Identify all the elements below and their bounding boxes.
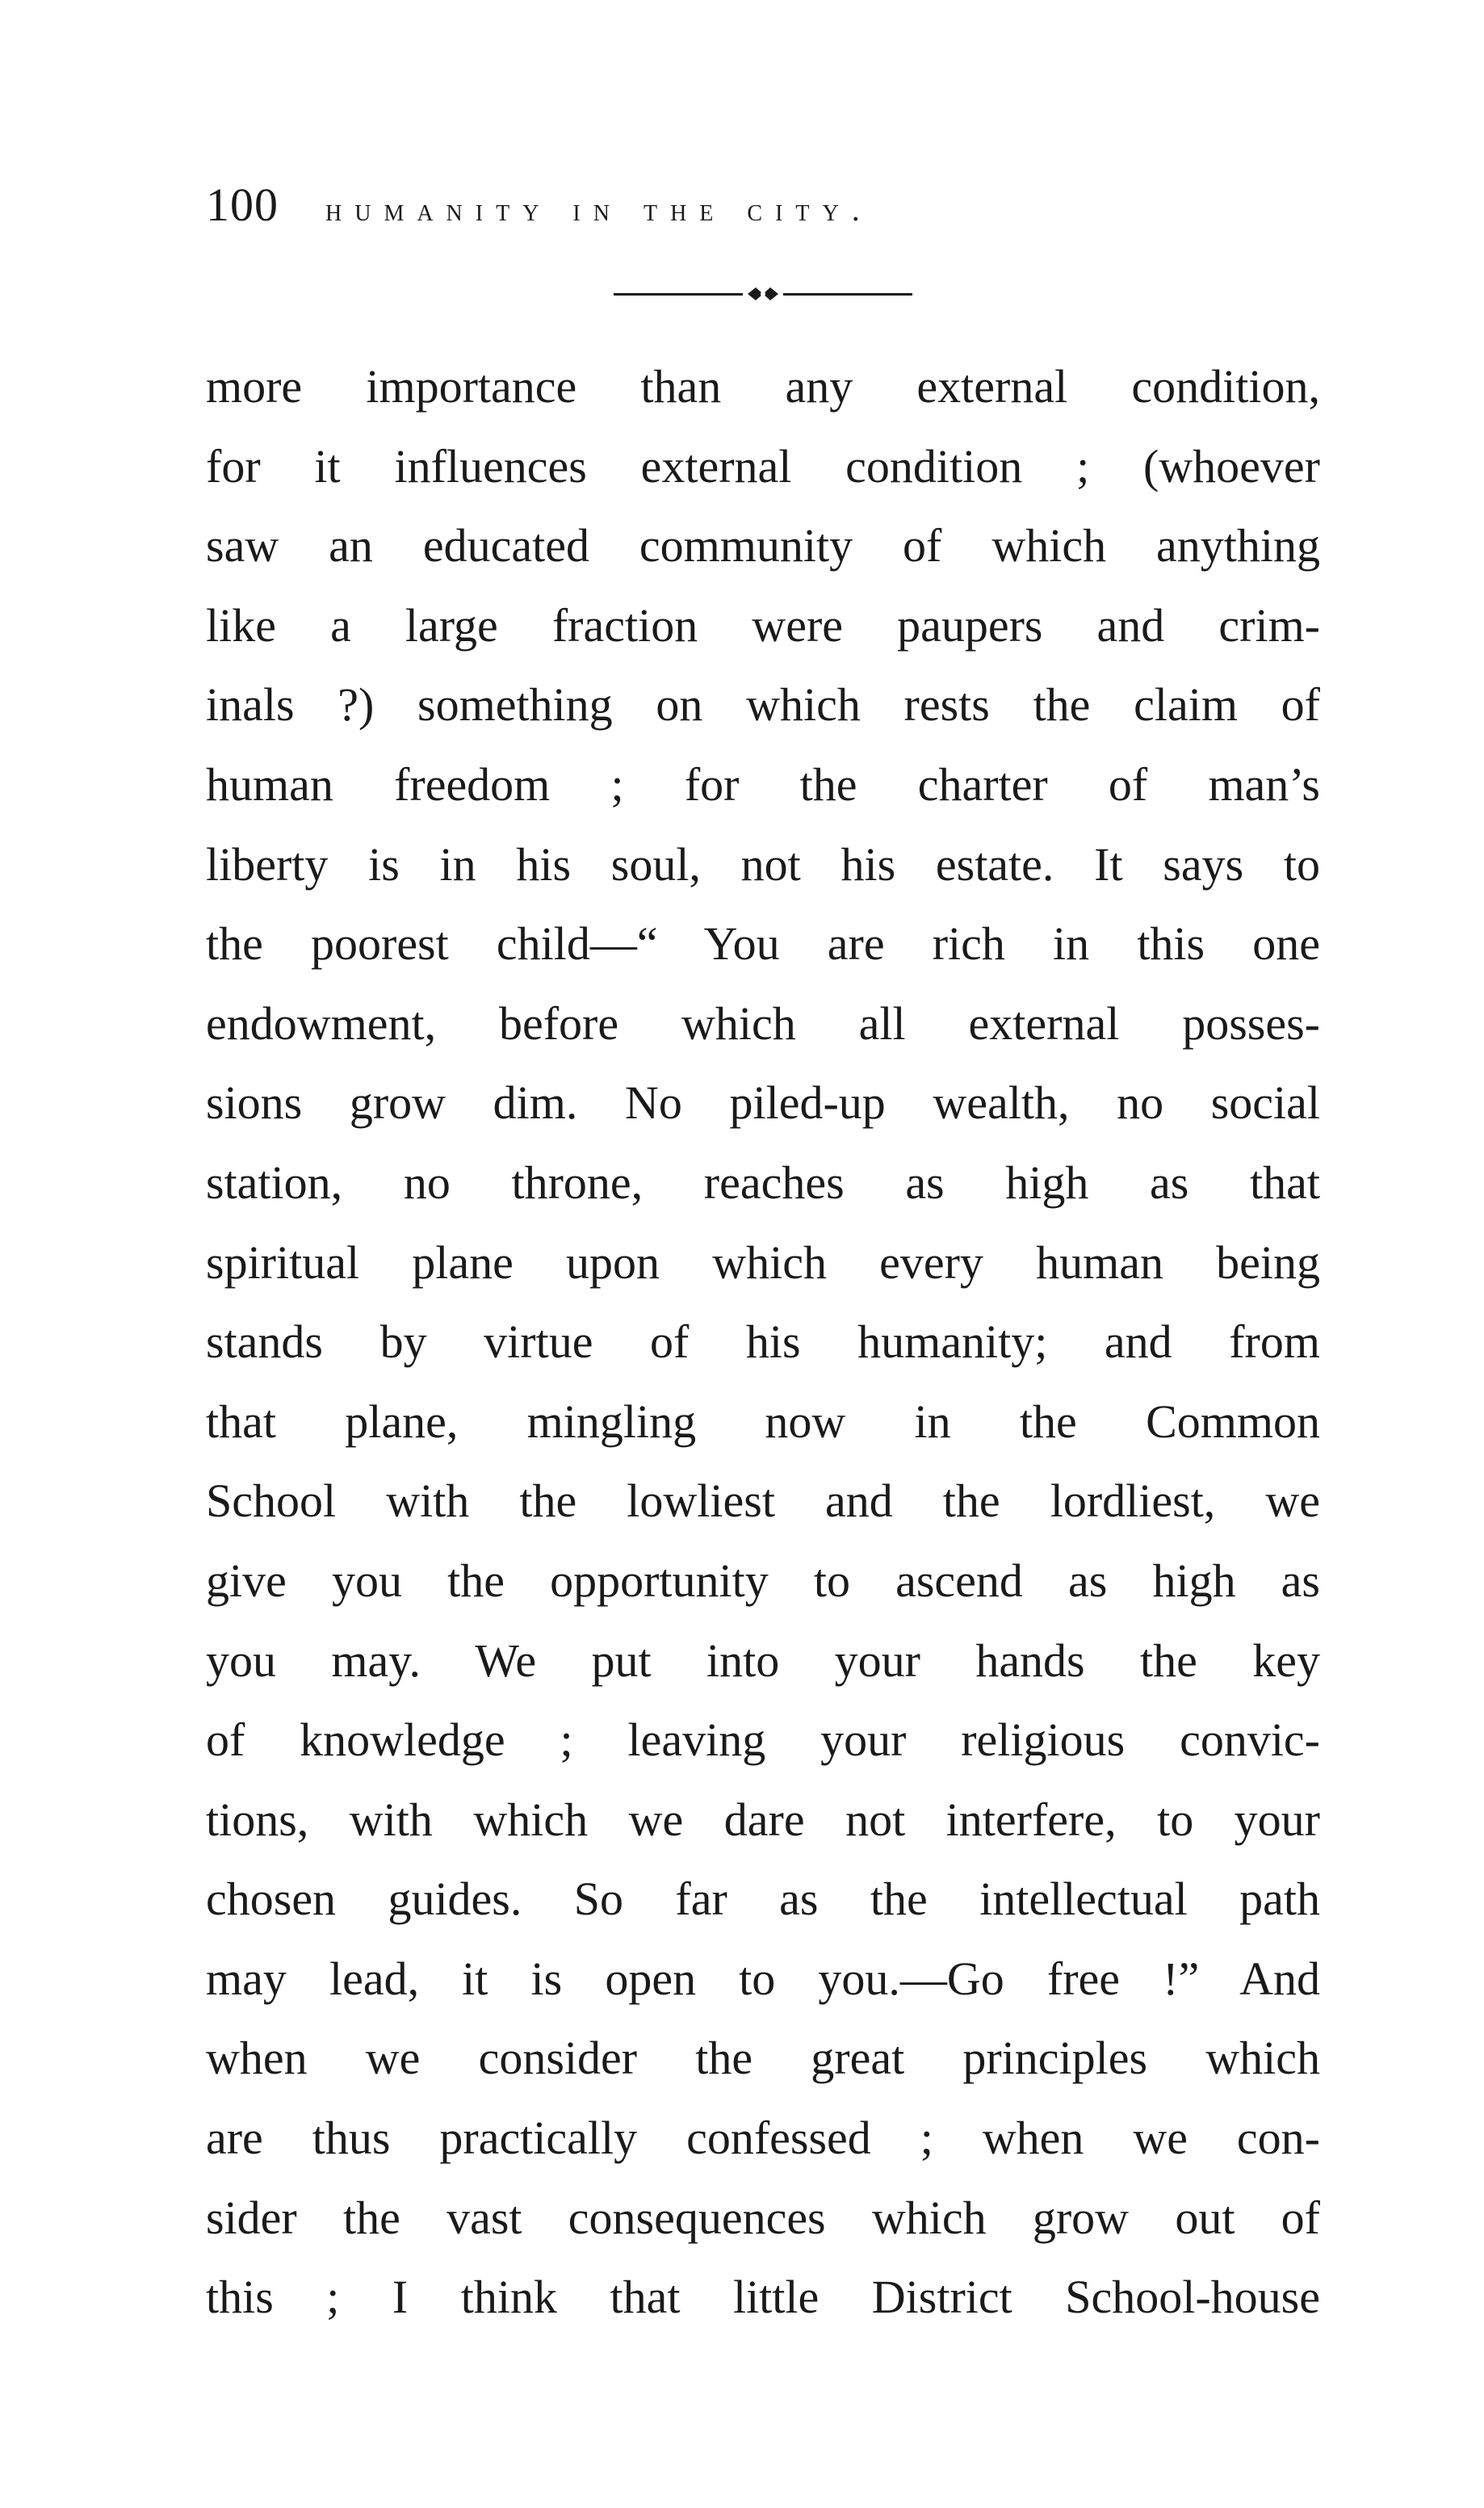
ornamental-rule: [614, 284, 912, 304]
running-title: humanity in the city.: [325, 191, 873, 228]
text-line: are thus practically confessed ; when we con-: [206, 2112, 1320, 2165]
text-line: when we consider the great principles which: [206, 2032, 1320, 2085]
text-line: station, no throne, reaches as high as that: [206, 1155, 1320, 1209]
page-number: 100: [206, 178, 279, 231]
text-line: human freedom ; for the charter of man’s: [206, 757, 1320, 811]
text-line: this ; I think that little District School-house: [206, 2271, 1320, 2324]
text-line: sider the vast consequences which grow out of: [206, 2191, 1320, 2244]
ornament-left-line: [614, 293, 743, 296]
text-line: the poorest child—“ You are rich in this one: [206, 917, 1320, 971]
text-line: inals ?) something on which rests the claim of: [206, 678, 1320, 732]
text-line: chosen guides. So far as the intellectual path: [206, 1873, 1320, 1926]
text-line: may lead, it is open to you.—Go free !” And: [206, 1952, 1320, 2005]
text-line: like a large fraction were paupers and crim-: [206, 598, 1320, 652]
ornament-right-line: [783, 293, 912, 296]
running-head: [206, 178, 1288, 242]
text-line: for it influences external condition ; (whoever: [206, 439, 1320, 493]
text-line: endowment, before which all external posses-: [206, 996, 1320, 1050]
diamond-ornament-icon: [748, 286, 778, 302]
text-line: that plane, mingling now in the Common: [206, 1394, 1320, 1448]
text-line: liberty is in his soul, not his estate. It says to: [206, 837, 1320, 891]
text-line: saw an educated community of which anything: [206, 519, 1320, 572]
text-line: more importance than any external condition,: [206, 360, 1320, 413]
text-line: give you the opportunity to ascend as high as: [206, 1554, 1320, 1607]
text-line: sions grow dim. No piled-up wealth, no social: [206, 1076, 1320, 1130]
text-line: stands by virtue of his humanity; and from: [206, 1315, 1320, 1369]
text-line: of knowledge ; leaving your religious convic-: [206, 1713, 1320, 1767]
text-line: tions, with which we dare not interfere, to your: [206, 1793, 1320, 1846]
text-line: spiritual plane upon which every human being: [206, 1235, 1320, 1289]
text-line: you may. We put into your hands the key: [206, 1634, 1320, 1687]
body-text: [206, 347, 1320, 2338]
text-line: School with the lowliest and the lordliest, we: [206, 1474, 1320, 1528]
